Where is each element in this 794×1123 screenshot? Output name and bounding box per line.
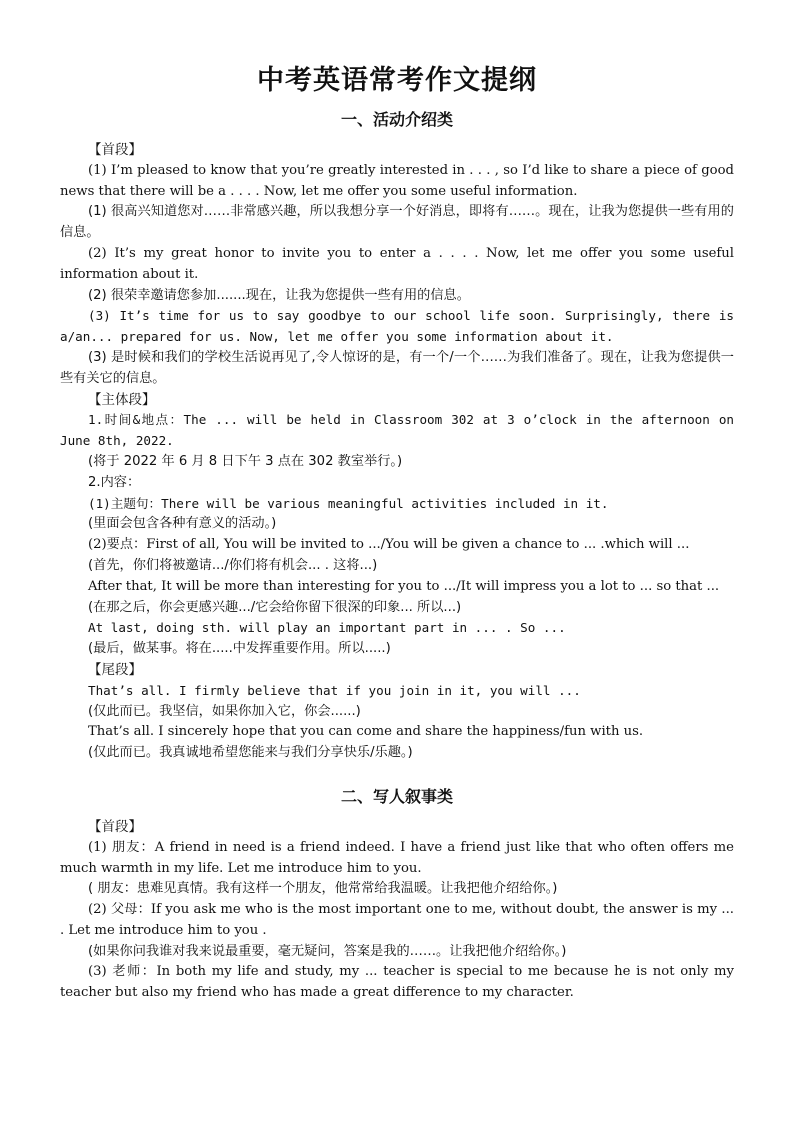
label-last-paragraph: 【尾段】 bbox=[88, 661, 142, 678]
body-time-place-cn: (将于 2022 年 6 月 8 日下午 3 点在 302 教室举行。) bbox=[88, 453, 403, 469]
body-key-points-cn: (首先，你们将被邀请.../你们将有机会... . 这将...) bbox=[88, 557, 378, 573]
document-title: 中考英语常考作文提纲 bbox=[257, 65, 537, 96]
parent-opening-cn: (如果你问我谁对我来说最重要，毫无疑问，答案是我的……。让我把他介绍给你。) bbox=[88, 943, 567, 959]
document-page bbox=[60, 58, 734, 1004]
friend-opening-cn: ( 朋友：患难见真情。我有这样一个朋友，他常常给我温暖。让我把他介绍给你。) bbox=[88, 881, 558, 897]
body-content-label: 2.内容： bbox=[88, 474, 141, 490]
body-at-last-cn: (最后，做某事。将在.....中发挥重要作用。所以.....) bbox=[88, 641, 391, 657]
cn-opening-2: (2) 很荣幸邀请您参加.......现在，让我为您提供一些有用的信息。 bbox=[88, 287, 470, 303]
en-opening-2: (2) It’s my great honor to invite you to enter a . . . . Now, let me offer you some useful information about it. bbox=[60, 245, 734, 282]
cn-opening-1: (1) 很高兴知道您对……非常感兴趣，所以我想分享一个好消息，即将有……。现在，让我为您提供一些有用的信息。 bbox=[60, 204, 734, 241]
closing-2: That’s all. I sincerely hope that you can come and share the happiness/fun with us. bbox=[88, 724, 644, 740]
parent-opening: (2) 父母：If you ask me who is the most important one to me, without doubt, the answer is my ... . Let me introduce him to you . bbox=[60, 902, 734, 938]
label-first-paragraph: 【首段】 bbox=[88, 142, 142, 158]
body-topic-sentence: (1)主题句：There will be various meaningful activities included in it. bbox=[88, 495, 609, 511]
closing-1: That’s all. I firmly believe that if you join in it, you will ... bbox=[88, 682, 581, 698]
closing-2-cn: (仅此而已。我真诚地希望您能来与我们分享快乐/乐趣。) bbox=[88, 745, 413, 761]
body-after-that-cn: (在那之后，你会更感兴趣.../它会给你留下很深的印象... 所以...) bbox=[88, 599, 462, 615]
label-first-paragraph-2: 【首段】 bbox=[88, 818, 142, 835]
friend-opening: (1) 朋友：A friend in need is a friend indeed. I have a friend just like that who often offers me much warmth in my life. Let me introduce him to you. bbox=[60, 839, 734, 876]
closing-1-cn: (仅此而已。我坚信，如果你加入它，你会......) bbox=[88, 703, 361, 719]
body-at-last: At last, doing sth. will play an important part in ... . So ... bbox=[88, 620, 566, 636]
body-after-that: After that, It will be more than interesting for you to .../It will impress you a lot to ... so that ... bbox=[88, 578, 720, 594]
en-opening-3: (3) It’s time for us to say goodbye to our school life soon. Surprisingly, there is a/an... prepared for us. Now, let me offer you some information about it. bbox=[60, 308, 734, 345]
cn-opening-3: (3) 是时候和我们的学校生活说再见了,令人惊讶的是，有一个/一个……为我们准备了。现在，让我为您提供一些有关它的信息。 bbox=[60, 349, 734, 386]
body-time-place: 1.时间&地点：The ... will be held in Classroom 302 at 3 o’clock in the afternoon on June 8th, 2022. bbox=[60, 412, 734, 449]
teacher-opening: (3) 老师：In both my life and study, my ... teacher is special to me because he is not only my teacher but also my friend who has made a great difference to my character. bbox=[60, 964, 734, 1001]
en-opening-1: (1) I’m pleased to know that you’re greatly interested in . . . , so I’d like to share a piece of good news that there will be a . . . . Now, let me offer you some useful information. bbox=[60, 162, 734, 199]
body-key-points: (2)要点：First of all, You will be invited to .../You will be given a chance to ... .which will ... bbox=[88, 537, 690, 553]
label-body-paragraph: 【主体段】 bbox=[88, 391, 156, 408]
section-heading-person-story: 二、写人叙事类 bbox=[340, 786, 453, 806]
body-topic-sentence-cn: (里面会包含各种有意义的活动。) bbox=[88, 516, 277, 532]
section-heading-activity: 一、活动介绍类 bbox=[340, 110, 453, 129]
